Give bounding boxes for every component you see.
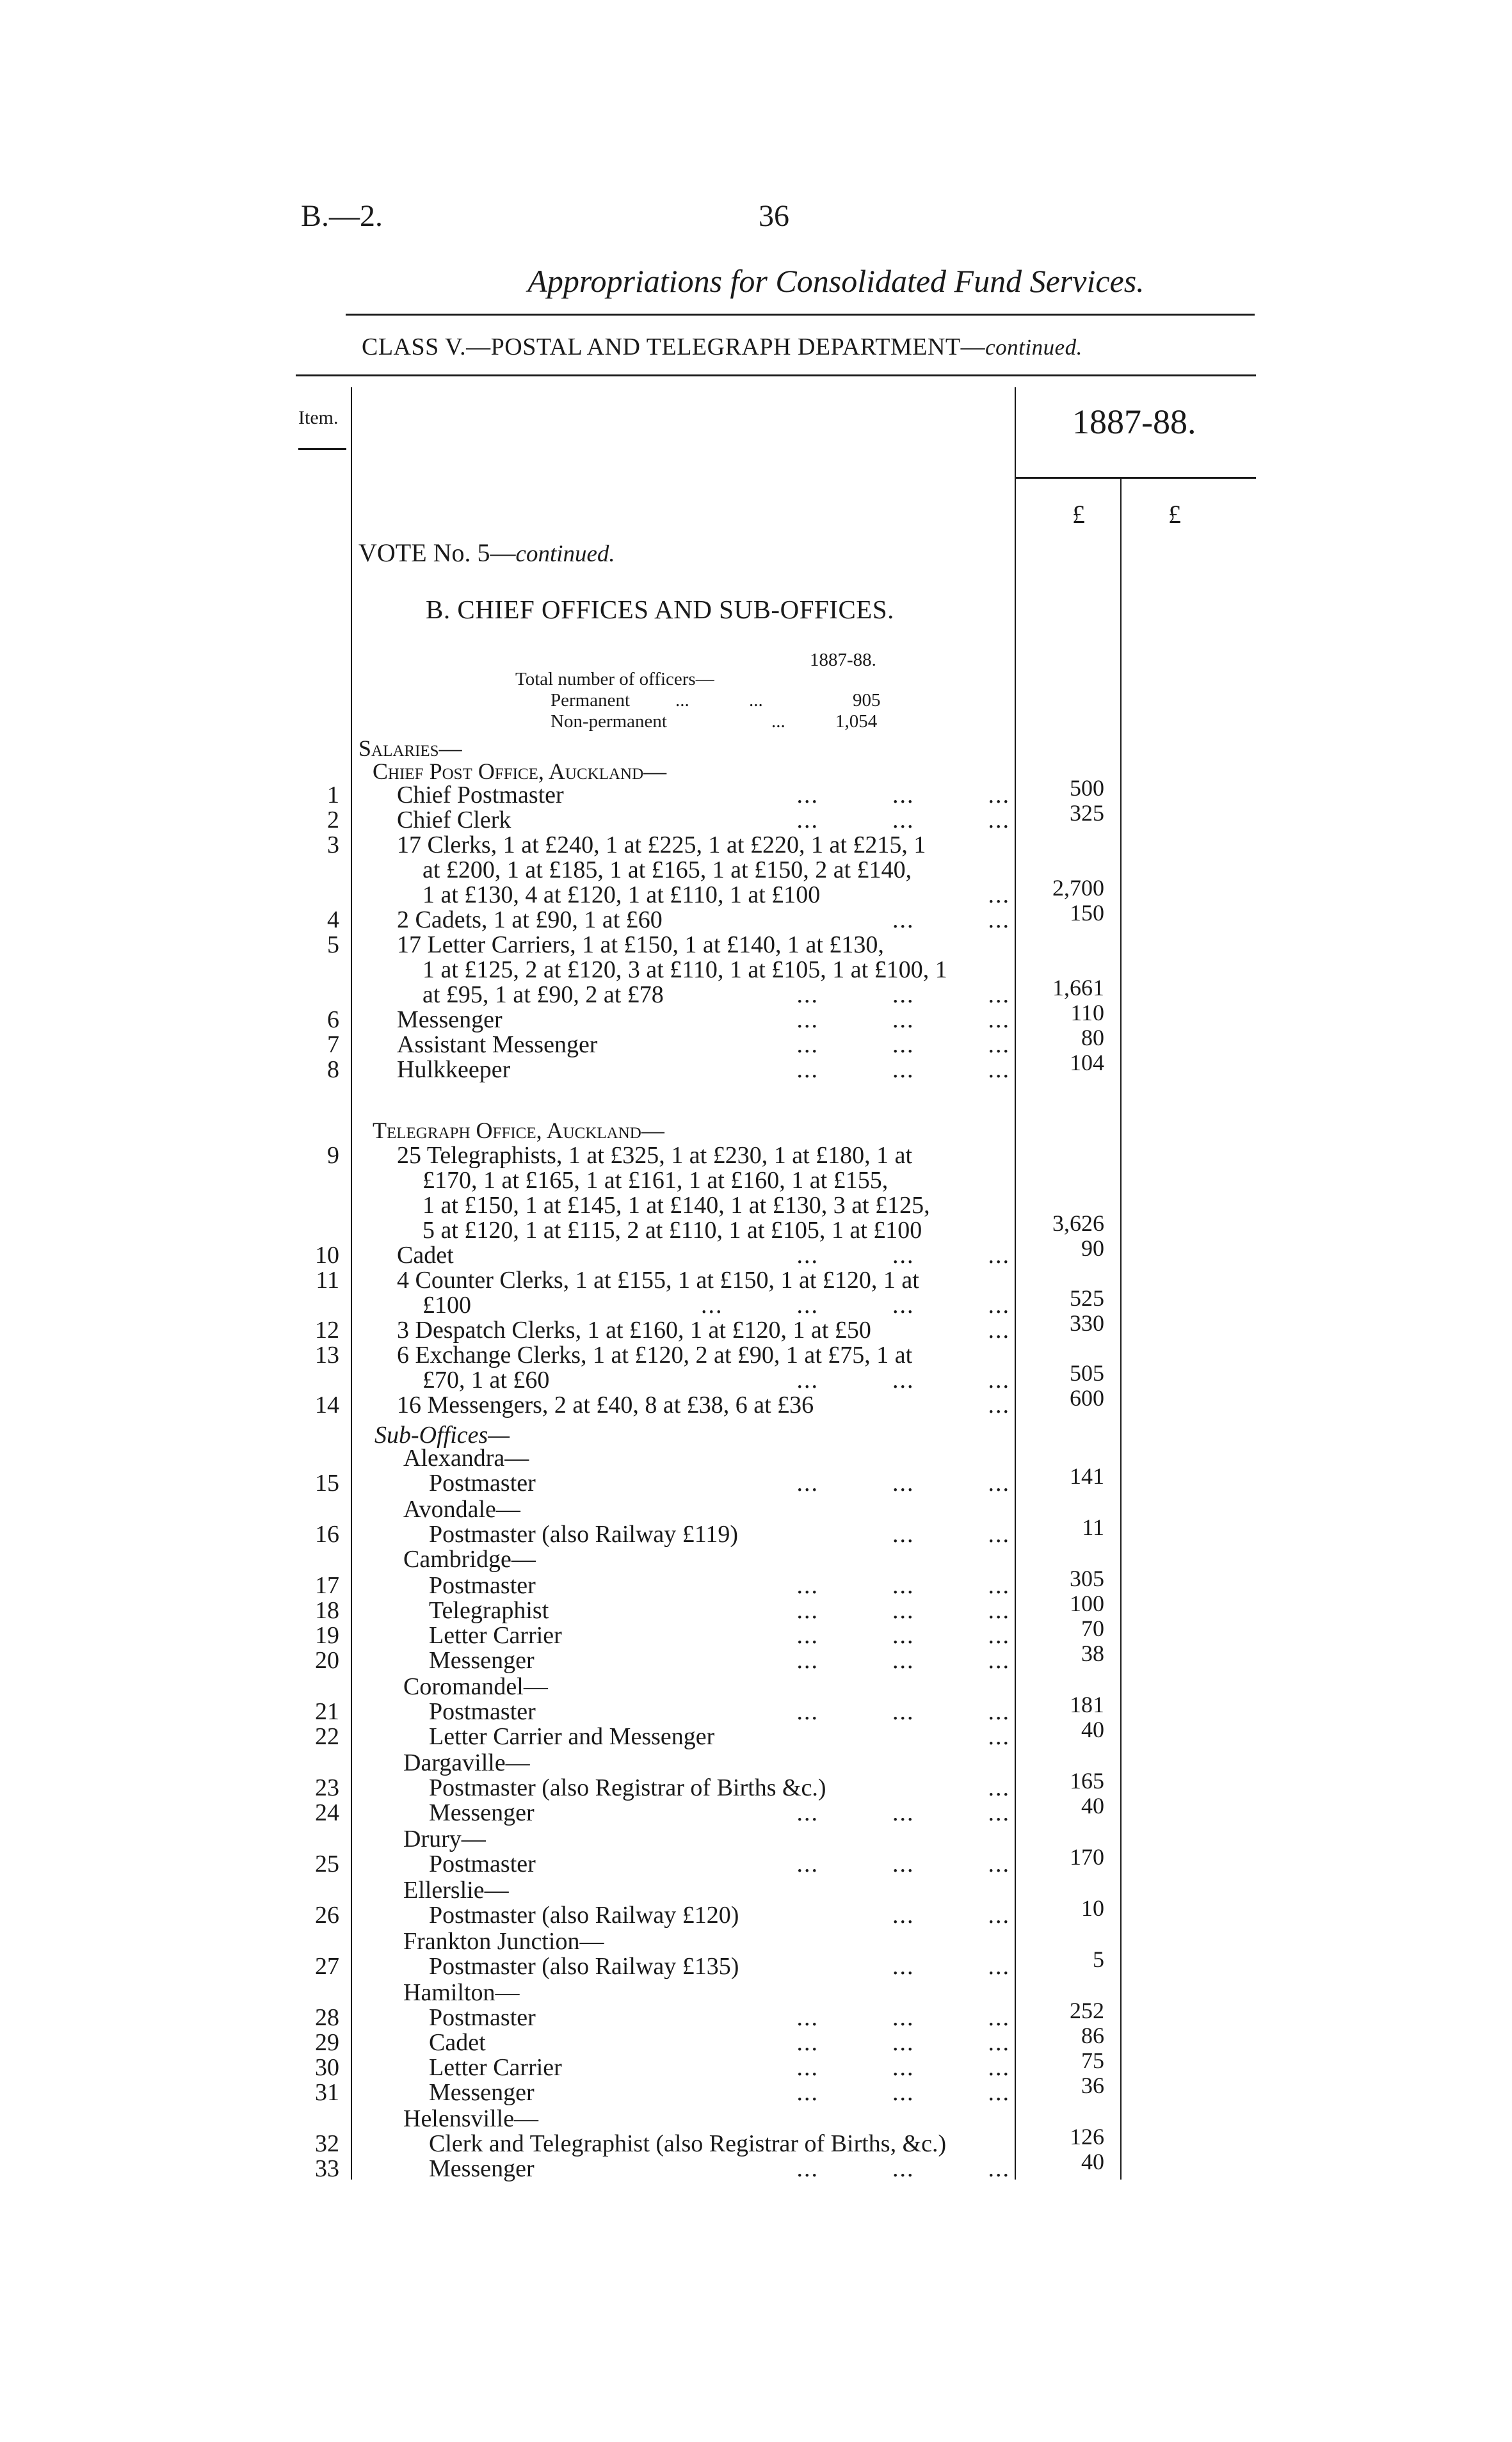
item-description: 2 Cadets, 1 at £90, 1 at £60 [397, 906, 663, 933]
item-description: Postmaster (also Railway £119) [429, 1521, 739, 1548]
item-amount: 141 [1070, 1463, 1104, 1489]
leader-dots: ... ... ... [796, 2004, 1010, 2031]
item-description: Hamilton— [403, 1979, 520, 2006]
item-number: 8 [327, 1056, 339, 1083]
item-description: 17 Letter Carriers, 1 at £150, 1 at £140, 1 at £130, [397, 931, 884, 958]
section-title: B. CHIEF OFFICES AND SUB-OFFICES. [426, 595, 894, 624]
item-amount: 126 [1070, 2124, 1104, 2149]
item-number: 7 [327, 1031, 339, 1058]
nonpermanent-count: 1,054 [835, 711, 878, 732]
item-description: £170, 1 at £165, 1 at £161, 1 at £160, 1 at £155, [422, 1167, 889, 1194]
item-description: Messenger [429, 2079, 535, 2106]
permanent-label: Permanent [551, 690, 631, 711]
item-amount: 170 [1070, 1844, 1104, 1870]
item-amount: 330 [1070, 1310, 1104, 1336]
item-amount: 2,700 [1052, 875, 1104, 901]
leader-dots: ... ... ... [796, 2079, 1010, 2106]
item-description: Helensville— [403, 2105, 539, 2132]
item-description: 3 Despatch Clerks, 1 at £160, 1 at £120, 1 at £50 [397, 1317, 871, 1344]
item-number: 22 [315, 1723, 339, 1750]
leader-dots: ... ... ... [796, 782, 1010, 808]
item-description: Drury— [403, 1826, 486, 1852]
item-description: £100 [422, 1292, 471, 1319]
permanent-count: 905 [853, 690, 881, 711]
item-number: 25 [315, 1851, 339, 1877]
item-number: 27 [315, 1953, 339, 1980]
item-header-underline [298, 448, 346, 450]
item-amount: 10 [1081, 1895, 1104, 1921]
currency-symbol-2: £ [1168, 500, 1181, 529]
class-heading [362, 333, 1082, 361]
item-amount: 90 [1081, 1235, 1104, 1261]
item-number: 4 [327, 906, 339, 933]
item-number: 14 [315, 1392, 339, 1418]
item-amount: 86 [1081, 2023, 1104, 2048]
item-description: Postmaster (also Railway £120) [429, 1902, 739, 1929]
item-description: Postmaster [429, 1470, 536, 1497]
year-header-underline [1015, 477, 1256, 479]
item-column-divider [351, 387, 352, 2180]
item-description: Frankton Junction— [403, 1928, 604, 1955]
item-description: at £200, 1 at £185, 1 at £165, 1 at £150, 2 at £140, [422, 856, 912, 883]
item-number: 18 [315, 1597, 339, 1624]
leader-dots: ... ... ... [796, 1799, 1010, 1826]
item-description: Telegraphist [429, 1597, 549, 1624]
item-description: 5 at £120, 1 at £115, 2 at £110, 1 at £105, 1 at £100 [422, 1217, 922, 1244]
item-amount: 104 [1070, 1050, 1104, 1075]
item-number: 10 [315, 1242, 339, 1269]
leader-dots: ... [988, 881, 1010, 908]
item-amount: 325 [1070, 800, 1104, 826]
class-heading-continued: continued. [985, 335, 1082, 360]
item-amount: 11 [1082, 1514, 1104, 1540]
leader-dots: ... ... [892, 1953, 1010, 1980]
item-description: 17 Clerks, 1 at £240, 1 at £225, 1 at £220, 1 at £215, 1 [397, 831, 926, 858]
leader-dots: ... ... [892, 1902, 1010, 1929]
item-amount: 40 [1081, 2149, 1104, 2174]
item-amount: 70 [1081, 1616, 1104, 1641]
item-description: Clerk and Telegraphist (also Registrar of Births, &c.) [429, 2130, 947, 2157]
permanent-dots-1: ... [675, 690, 689, 711]
item-description: Hulkkeeper [397, 1056, 511, 1083]
leader-dots: ... ... ... [796, 1572, 1010, 1599]
leader-dots: ... ... ... [796, 1031, 1010, 1058]
vote-heading [358, 538, 615, 568]
leader-dots: ... ... ... [796, 2029, 1010, 2056]
item-number: 16 [315, 1521, 339, 1548]
item-description: Letter Carrier [429, 1622, 562, 1649]
item-description: Messenger [397, 1006, 503, 1033]
leader-dots: ... ... ... [796, 1006, 1010, 1033]
item-description: Cambridge— [403, 1546, 536, 1573]
leader-dots: ... ... ... [796, 1470, 1010, 1497]
item-number: 28 [315, 2004, 339, 2031]
item-column-header: Item. [298, 407, 339, 428]
item-amount: 165 [1070, 1768, 1104, 1794]
item-amount: 40 [1081, 1717, 1104, 1742]
item-description: Messenger [429, 1647, 535, 1674]
page-title: Appropriations for Consolidated Fund Services. [527, 263, 1145, 299]
item-description: Cadet [397, 1242, 454, 1269]
item-amount: 505 [1070, 1360, 1104, 1386]
class-heading-text: CLASS V.—POSTAL AND TELEGRAPH DEPARTMENT— [362, 333, 986, 360]
nonpermanent-label: Non-permanent [551, 711, 667, 732]
leader-dots: ... ... ... ... [701, 1292, 1010, 1319]
item-number: 17 [315, 1572, 339, 1599]
item-description: Cadet [429, 2029, 486, 2056]
item-amount: 500 [1070, 775, 1104, 801]
item-description: Postmaster [429, 1572, 536, 1599]
item-description: 4 Counter Clerks, 1 at £155, 1 at £150, 1 at £120, 1 at [397, 1267, 919, 1294]
item-description: Alexandra— [403, 1445, 529, 1472]
officers-year: 1887-88. [810, 650, 876, 670]
leader-dots: ... ... ... [796, 807, 1010, 833]
item-amount: 150 [1070, 900, 1104, 926]
item-number: 19 [315, 1622, 339, 1649]
item-description: at £95, 1 at £90, 2 at £78 [422, 981, 664, 1008]
item-description: 1 at £150, 1 at £145, 1 at £140, 1 at £130, 3 at £125, [422, 1192, 930, 1219]
item-description: Postmaster (also Registrar of Births &c.) [429, 1774, 826, 1801]
chief-post-office-heading: Chief Post Office, Auckland— [373, 759, 667, 784]
leader-dots: ... ... ... [796, 1597, 1010, 1624]
item-number: 20 [315, 1647, 339, 1674]
item-amount: 75 [1081, 2048, 1104, 2073]
leader-dots: ... [988, 1723, 1010, 1750]
leader-dots: ... ... ... [796, 1242, 1010, 1269]
leader-dots: ... [988, 1774, 1010, 1801]
item-amount: 40 [1081, 1793, 1104, 1819]
item-description: Dargaville— [403, 1749, 530, 1776]
item-amount: 181 [1070, 1692, 1104, 1717]
item-number: 30 [315, 2054, 339, 2081]
item-description: Postmaster [429, 1698, 536, 1725]
item-number: 12 [315, 1317, 339, 1344]
item-number: 3 [327, 831, 339, 858]
leader-dots: ... ... [892, 1521, 1010, 1548]
item-number: 32 [315, 2130, 339, 2157]
vote-continued: continued. [515, 541, 615, 567]
item-description: Assistant Messenger [397, 1031, 598, 1058]
item-number: 21 [315, 1698, 339, 1725]
telegraph-office-heading: Telegraph Office, Auckland— [373, 1118, 664, 1143]
item-number: 13 [315, 1342, 339, 1369]
item-number: 11 [316, 1267, 339, 1294]
leader-dots: ... ... ... [796, 1622, 1010, 1649]
item-description: Messenger [429, 1799, 535, 1826]
item-number: 33 [315, 2155, 339, 2182]
item-number: 9 [327, 1142, 339, 1169]
item-amount: 80 [1081, 1025, 1104, 1050]
item-description: Avondale— [403, 1496, 520, 1523]
item-amount: 525 [1070, 1285, 1104, 1311]
page-number: 36 [759, 199, 789, 233]
subtotal-column-divider [1120, 477, 1122, 2180]
item-description: 25 Telegraphists, 1 at £325, 1 at £230, 1 at £180, 1 at [397, 1142, 913, 1169]
document-reference: B.—2. [301, 199, 383, 233]
item-amount: 3,626 [1052, 1210, 1104, 1236]
item-description: £70, 1 at £60 [422, 1367, 550, 1394]
item-number: 1 [327, 782, 339, 808]
leader-dots: ... ... ... [796, 1698, 1010, 1725]
leader-dots: ... ... ... [796, 2054, 1010, 2081]
leader-dots: ... ... ... [796, 1367, 1010, 1394]
item-description: Coromandel— [403, 1673, 548, 1700]
sub-offices-heading: Sub-Offices— [374, 1422, 510, 1449]
item-amount: 110 [1070, 1000, 1104, 1025]
year-column-header: 1887-88. [1072, 403, 1196, 441]
leader-dots: ... ... ... [796, 981, 1010, 1008]
salaries-heading: Salaries— [358, 735, 462, 761]
item-description: 6 Exchange Clerks, 1 at £120, 2 at £90, 1 at £75, 1 at [397, 1342, 913, 1369]
item-description: Chief Clerk [397, 807, 511, 833]
item-description: 1 at £130, 4 at £120, 1 at £110, 1 at £100 [422, 881, 821, 908]
leader-dots: ... ... ... [796, 1056, 1010, 1083]
item-description: Messenger [429, 2155, 535, 2182]
item-number: 5 [327, 931, 339, 958]
vote-label: VOTE No. 5— [358, 538, 516, 567]
item-description: 1 at £125, 2 at £120, 3 at £110, 1 at £105, 1 at £100, 1 [422, 956, 947, 983]
item-description: Postmaster [429, 2004, 536, 2031]
item-number: 23 [315, 1774, 339, 1801]
item-number: 6 [327, 1006, 339, 1033]
top-rule [346, 314, 1255, 316]
item-amount: 36 [1081, 2073, 1104, 2098]
item-description: Postmaster (also Railway £135) [429, 1953, 739, 1980]
leader-dots: ... ... ... [796, 1851, 1010, 1877]
currency-symbol-1: £ [1072, 500, 1085, 529]
item-number: 24 [315, 1799, 339, 1826]
permanent-dots-2: ... [749, 690, 763, 711]
item-description: Letter Carrier [429, 2054, 562, 2081]
leader-dots: ... ... [892, 906, 1010, 933]
item-amount: 600 [1070, 1385, 1104, 1411]
item-number: 31 [315, 2079, 339, 2106]
item-amount: 305 [1070, 1566, 1104, 1591]
item-description: Ellerslie— [403, 1877, 509, 1904]
item-description: Chief Postmaster [397, 782, 564, 808]
item-number: 29 [315, 2029, 339, 2056]
leader-dots: ... ... ... [796, 1647, 1010, 1674]
item-amount: 38 [1081, 1641, 1104, 1666]
leader-dots: ... [988, 1392, 1010, 1418]
leader-dots: ... [988, 1317, 1010, 1344]
table-top-rule [296, 374, 1256, 376]
item-number: 2 [327, 807, 339, 833]
officers-total-label: Total number of officers— [515, 669, 714, 689]
nonpermanent-dots: ... [771, 711, 785, 732]
leader-dots: ... ... ... [796, 2155, 1010, 2182]
item-amount: 5 [1093, 1947, 1104, 1972]
item-number: 26 [315, 1902, 339, 1929]
item-description: Postmaster [429, 1851, 536, 1877]
item-amount: 252 [1070, 1998, 1104, 2023]
item-amount: 100 [1070, 1591, 1104, 1616]
item-description: 16 Messengers, 2 at £40, 8 at £38, 6 at £36 [397, 1392, 814, 1418]
item-description: Letter Carrier and Messenger [429, 1723, 715, 1750]
item-number: 15 [315, 1470, 339, 1497]
item-amount: 1,661 [1052, 975, 1104, 1000]
